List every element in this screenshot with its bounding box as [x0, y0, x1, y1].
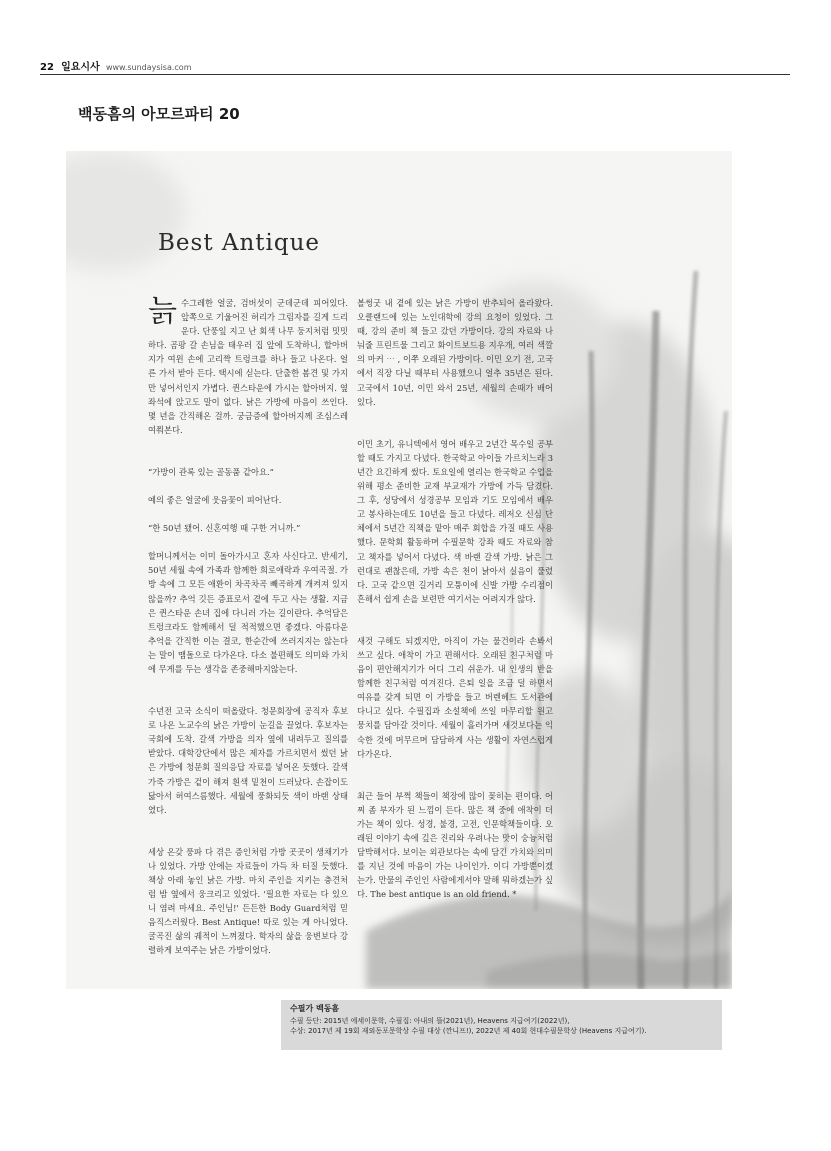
author-name: 수필가 백동흠	[290, 1004, 340, 1013]
author-bio-line: 수상: 2017년 제 19회 재외동포문학상 수필 대상 (깐니프!), 2022년 제 40회 현대수필문학상 (Heavens 지급여기).	[290, 1027, 647, 1035]
article-title: Best Antique	[158, 230, 321, 256]
paragraph: 예의 좋은 얼굴에 웃음꽃이 피어난다.	[148, 495, 282, 506]
quote: “가방이 관록 있는 골동품 같아요.”	[148, 466, 274, 477]
paragraph: 할머니께서는 이미 돌아가시고 혼자 사신다고. 반세기, 50년 세월 속에 가족과 함께한 희로애락과 우여곡절. 가방 속에 그 모든 애환이 차곡차곡 빼곡하게 개켜져 있지 않을까? 추억 깃든 증표로서 곁에 두고 사는 생활. 지금은 퀸스타운 손녀 집에 다니러 가는 길이란다. 추억담은 트렁크라도 함께해서 덜 적적했으면 좋겠다. 아름다운 추억을 간직한 이는 결코, 한순간에 쓰러지지는 않는다는 말이 맴돌으로 다가온다. 다소 불편해도 의미와 가치에 무게를 두는 생각을 존중해마지않는다.	[148, 551, 348, 674]
paragraph: 볼썽굿 내 곁에 있는 낡은 가방이 반추되어 올라왔다. 오클랜드에 있는 노인대학에 강의 요청이 있었다. 그때, 강의 준비 책 들고 갔던 가방이다. 강의 자료와 나눠줄 프린트물 그리고 화이트보드용 지우개, 여러 색깔의 마커 ⋯ , 이쭈 오래된 가방이다. 이민 오기 전, 고국에서 직장 다닐 때부터 사용했으니 얼추 35년은 된다. 고국에서 10년, 이민 와서 25년, 세월의 손때가 배어있다.	[357, 298, 553, 407]
author-bio-line: 수필 등단: 2015년 에세이문학, 수필집: 아내의 뜰(2021년), Heavens 지급여기(2022년),	[290, 1017, 570, 1025]
quote: “한 50년 됐어. 신혼여행 때 구한 거니까.”	[148, 523, 301, 534]
paragraph: 세상 온갖 풍파 다 겪은 증인처럼 가방 곳곳이 생채기가 나 있었다. 가방 안에는 자료들이 가득 차 터질 듯했다. 책상 아래 놓인 낡은 가방. 마치 주인을 지키는 충견처럼 밤 옆에서 웅크리고 있었다. '필요한 자료는 다 있으니 염려 마세요. 주인님!' 든든한 Body Guard처럼 믿음직스러웠다. Best Antique! 따로 있는 게 아니었다. 굴곡진 삶의 궤적이 느껴졌다. 학자의 삶을 웅변보다 강렬하게 보여주는 낡은 가방이었다.	[148, 846, 348, 956]
paragraph: 최근 들어 부쩍 책들이 책장에 많이 꽂히는 편이다. 어찌 좀 부자가 된 느낌이 든다. 많은 책 중에 애착이 더 가는 책이 있다. 성경, 불경, 고전, 인문학책들이다. 오래된 이야기 속에 깊은 진리와 우려나는 맛이 숭늉처럼 담박해서다. 보이는 외관보다는 속에 담긴 가치와 의미를 지닌 것에 마음이 가는 나이인가. 이디 가방뿐이겠는가. 만물의 주인인 사람에게서야 말해 뭐하겠는가 싶다. The best antique is an old friend. *	[357, 790, 553, 900]
author-bio-box	[281, 1000, 722, 1050]
paragraph: 수그레한 얼굴, 검버섯이 군데군데 피어있다. 앞쪽으로 기울어진 허리가 그림자를 길게 드리운다. 단풍잎 지고 난 회색 나무 둥지처럼 밋밋하다. 곰팡 갈 손님을 태우러 집 앞에 도착하니, 할아버지가 여윈 손에 고리짝 트렁크를 하나 들고 나온다. 얼른 가서 받아 든다. 택시에 싣는다. 단출한 봄견 및 가지만 넣어서인지 가볍다. 퀸스타운에 가시는 할아버지. 옆 좌석에 앉고도 말이 없다. 낡은 가방에 마음이 쓰인다. 몇 년을 간직해온 걸까. 궁금증에 할아버지께 조심스레 여쭤본다.	[148, 298, 348, 435]
series-title: 백동흠의 아모르파티 20	[78, 105, 240, 123]
paragraph: 새것 구해도 되겠지만, 아직이 가는 물건이라 손봐서 쓰고 싶다. 애착이 가고 편해서다. 오래된 친구처럼 마음이 편안해지기가 어디 그리 쉬운가. 내 인생의 반을 함께한 친구처럼 여겨진다. 은퇴 일을 조금 덜 하면서 여유를 갖게 되면 이 가방을 들고 버렌헤드 도서관에 다니고 싶다. 수필집과 소설책에 쓰일 마무리할 원고 뭉치를 담아갈 것이다. 세월이 흘러가며 새것보다는 익숙한 것에 머무르며 담담하게 사는 생활이 자연스럽게 다가온다.	[357, 635, 553, 759]
page-number: 22	[40, 62, 54, 73]
paragraph: 이민 초기, 유니텍에서 영어 배우고 2년간 목수일 공부할 때도 가지고 다녔다. 한국학교 아이들 가르치느라 3년간 요긴하게 썼다. 토요일에 열리는 한국학교 수업을 위해 평소 준비한 교재 부교재가 가방에 가득 담겼다. 그 후, 성당에서 성경공부 모임과 기도 모임에서 배우고 봉사하는데도 10년을 들고 다녔다. 레저오 신심 단체에서 5년간 직책을 맡아 매주 회합을 가질 때도 사용했다. 문학회 활동하며 수필문학 강좌 때도 자료와 참고 책자를 넣어서 다녔다. 색 바랜 갈색 가방. 낡은 그런대로 괜찮은데, 가방 속은 천이 낡아서 실음이 풀렸다. 고국 같으면 길거리 모퉁이에 신발 가방 수리점이 흔해서 쉽게 손을 보련만 여기서는 어려지가 않다.	[357, 438, 553, 604]
article-column-right	[357, 296, 553, 901]
publication-url: www.sundaysisa.com	[105, 63, 192, 72]
paragraph: 수년전 고국 소식이 떠올랐다. 청문회장에 공직자 후보로 나온 노교수의 낡은 가방이 눈길을 끌었다. 후보자는 국회에 도착. 갈색 가방을 의자 옆에 내려두고 질의를 받았다. 대학강단에서 많은 제자를 가르치면서 썼던 낡은 가방에 청문회 질의응답 자료를 넣어온 듯했다. 갈색 가죽 가방은 겉이 해져 흰색 밑천이 드러났다. 손잡이도 닳아서 허여스름했다. 세월에 풍화되듯 색이 바랜 상태였다.	[148, 706, 348, 815]
publication-name: 일요시사	[61, 62, 100, 73]
drop-cap: 늙	[148, 294, 177, 329]
page-header	[40, 58, 790, 75]
article-column-left	[148, 296, 348, 958]
